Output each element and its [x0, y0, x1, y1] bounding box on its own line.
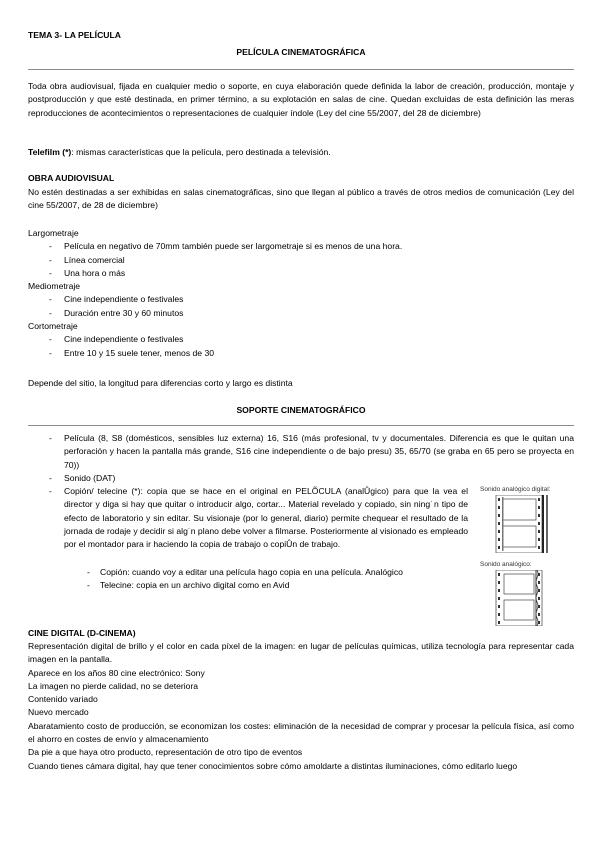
section-divider	[28, 69, 574, 70]
soporte-list	[28, 432, 574, 485]
text-line: Abaratamiento costo de producción, se economizan los costes: eliminación de la necesidad de comprar y procesar la película física, así como el ahorro en costes de envío y almacenamiento	[28, 720, 574, 745]
section-title-soporte: SOPORTE CINEMATOGRÁFICO	[236, 405, 366, 415]
obra-audiovisual-title: OBRA AUDIOVISUAL	[28, 173, 115, 183]
list-item: - Copión: cuando voy a editar una película hago copia en una película. Analógico	[100, 566, 480, 579]
text-line: Cuando tienes cámara digital, hay que tener conocimientos sobre cómo amoldarte a distintas iluminaciones, cómo editarlo luego	[28, 760, 518, 771]
telefilm-definition: : mismas características que la película, pero destinada a televisión.	[71, 147, 331, 157]
list-item: - Una hora o más	[28, 267, 574, 280]
intro-paragraph: Toda obra audiovisual, fijada en cualquier medio o soporte, en cuya elaboración quede definida la labor de creación, producción, montaje y postproducción y que esté destinada, en primer término, a su explotación en salas de cine. Quedan excluidas de esta definición las meras reproducciones de acontecimientos o representaciones de cualquier índole (Ley del cine 55/2007, del 28 de diciembre)	[28, 81, 574, 118]
list-item: - Película en negativo de 70mm también puede ser largometraje si es menos de una hora.	[28, 240, 574, 253]
text-line: Aparece en los años 80 cine electrónico: Sony	[28, 667, 205, 678]
length-list	[28, 293, 574, 320]
soporte-copion-list	[28, 485, 468, 551]
telefilm-term: Telefilm (*)	[28, 147, 72, 157]
list-item: - Copión/ telecine (*): copia que se hace en el original en PELÕCULA (analÛgico) para que la vea el director y diga si hay que quitar o introducir algo, cortar... Material revelado y copiado, sin ning˙n tipo de efecto de laboratorio y sin editar. Su visionaje (por lo general, diario) permite chequear el resultado de la jornada de rodaje y decidir si alg˙n plano debe volver a filmarse. Posteriormente al visionado es empleado por el montador para ir haciendo la copia de trabajo o copiÛn de trabajo.	[28, 485, 468, 551]
list-item: - Entre 10 y 15 suele tener, menos de 30	[28, 347, 574, 360]
cine-digital-title: CINE DIGITAL (D-CINEMA)	[28, 628, 136, 638]
copion-sub-list	[100, 566, 480, 593]
section-divider	[28, 425, 574, 426]
depends-note: Depende del sitio, la longitud para diferencias corto y largo es distinta	[28, 378, 293, 388]
film-strip-analog-icon	[480, 570, 570, 626]
list-item: - Línea comercial	[28, 254, 574, 267]
length-list	[28, 333, 574, 360]
list-item: - Cine independiente o festivales	[28, 293, 574, 306]
length-label: Cortometraje	[28, 321, 78, 332]
length-label: Largometraje	[28, 228, 79, 238]
diagram-caption: Sonido analógico digital:	[480, 486, 551, 493]
cine-digital-body	[28, 640, 574, 773]
list-item: - Película (8, S8 (domésticos, sensibles luz externa) 16, S16 (más profesional, tv y documentales. Diferencia es que le quitan una perforación y hacen la pantalla más grande, S16 cine independiente o de bajo presu) 35, 65/70 (se graba en 65 pero se proyecta en 70))	[28, 432, 574, 472]
length-label: Mediometraje	[28, 281, 81, 292]
text-line: Nuevo mercado	[28, 707, 89, 718]
telefilm-paragraph	[28, 146, 574, 159]
obra-audiovisual-text: No estén destinadas a ser exhibidas en salas cinematográficas, sino que llegan al público a través de otros medios de comunicación (Ley del cine 55/2007, de 28 de diciembre)	[28, 187, 574, 211]
length-list	[28, 240, 574, 280]
analog-sound-diagram	[480, 561, 570, 626]
diagram-caption: Sonido analógico:	[480, 561, 532, 568]
film-strip-digital-icon	[480, 495, 570, 553]
theme-heading: TEMA 3- LA PELÍCULA	[28, 30, 121, 40]
list-item: - Cine independiente o festivales	[28, 333, 574, 346]
list-item: - Duración entre 30 y 60 minutos	[28, 307, 574, 320]
text-line: Representación digital de brillo y el color en cada píxel de la imagen: en lugar de películas químicas, utiliza tecnología para representar cada imagen en la pantalla.	[28, 641, 574, 665]
digital-sound-diagram	[480, 486, 570, 553]
text-line: Contenido variado	[28, 694, 98, 705]
text-line: La imagen no pierde calidad, no se deteriora	[28, 680, 199, 691]
list-item: - Sonido (DAT)	[28, 472, 574, 485]
list-item: - Telecine: copia en un archivo digital como en Avid	[100, 579, 480, 592]
section-title-pelicula: PELÍCULA CINEMATOGRÁFICA	[236, 47, 366, 57]
film-lengths	[28, 227, 574, 360]
text-line: Da pie a que haya otro producto, representación de otro tipo de eventos	[28, 747, 303, 758]
